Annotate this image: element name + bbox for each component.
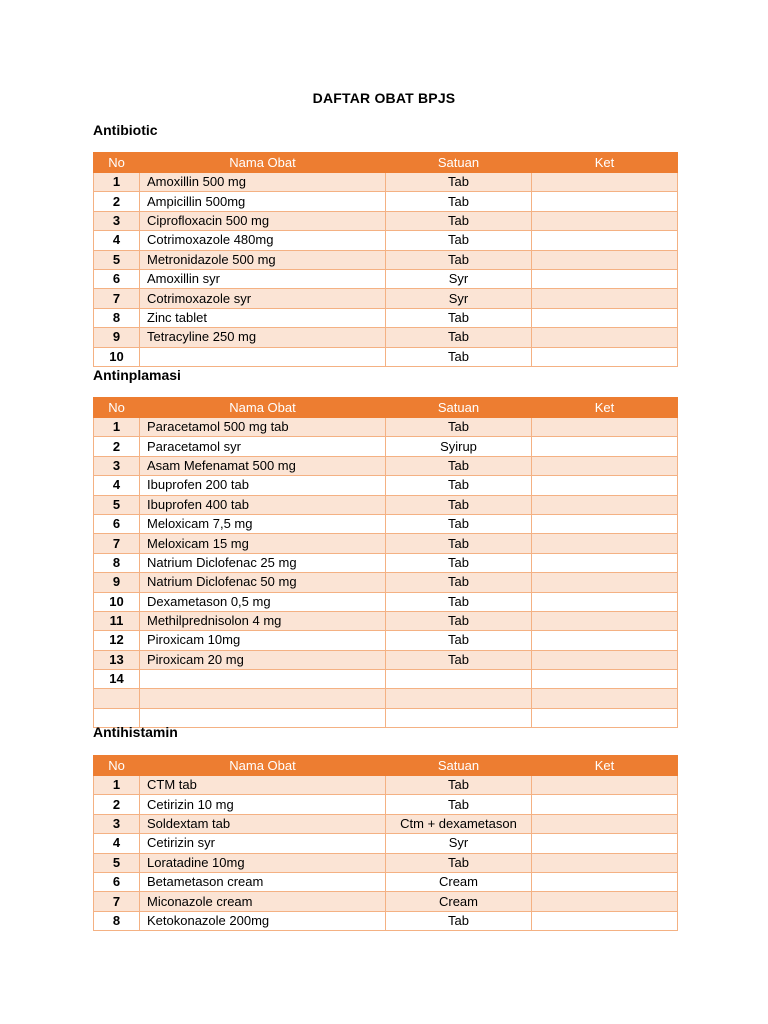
cell-name: Cetirizin 10 mg [140, 795, 386, 814]
cell-unit [386, 670, 532, 689]
cell-name [140, 347, 386, 366]
cell-no: 1 [94, 776, 140, 795]
cell-ket [532, 192, 678, 211]
header-unit: Satuan [386, 398, 532, 418]
cell-unit [386, 708, 532, 727]
table-row [94, 814, 678, 833]
table-row [94, 289, 678, 308]
cell-name: Meloxicam 7,5 mg [140, 514, 386, 533]
cell-no: 7 [94, 534, 140, 553]
cell-no: 1 [94, 173, 140, 192]
table-row [94, 476, 678, 495]
cell-ket [532, 495, 678, 514]
cell-unit: Tab [386, 456, 532, 475]
cell-name [140, 670, 386, 689]
antibiotic-table [93, 152, 678, 367]
antinplamasi-table [93, 397, 678, 728]
cell-no: 8 [94, 553, 140, 572]
cell-ket [532, 308, 678, 327]
cell-unit: Ctm + dexametason [386, 814, 532, 833]
header-unit: Satuan [386, 153, 532, 173]
cell-no: 5 [94, 250, 140, 269]
cell-unit: Tab [386, 514, 532, 533]
cell-ket [532, 834, 678, 853]
table-row [94, 892, 678, 911]
table-row [94, 437, 678, 456]
table-row [94, 853, 678, 872]
cell-no: 4 [94, 231, 140, 250]
cell-name: Soldextam tab [140, 814, 386, 833]
table-row [94, 418, 678, 437]
cell-no: 2 [94, 795, 140, 814]
cell-ket [532, 211, 678, 230]
cell-ket [532, 795, 678, 814]
cell-ket [532, 553, 678, 572]
cell-ket [532, 437, 678, 456]
cell-ket [532, 670, 678, 689]
cell-name: Amoxillin syr [140, 269, 386, 288]
table-row [94, 553, 678, 572]
cell-name: Metronidazole 500 mg [140, 250, 386, 269]
header-no: No [94, 153, 140, 173]
antihistamin-table [93, 755, 678, 931]
cell-no: 9 [94, 328, 140, 347]
table-header-row [94, 153, 678, 173]
cell-ket [532, 689, 678, 708]
cell-ket [532, 418, 678, 437]
cell-no: 1 [94, 418, 140, 437]
cell-ket [532, 708, 678, 727]
cell-unit: Tab [386, 650, 532, 669]
cell-no: 9 [94, 573, 140, 592]
cell-unit: Cream [386, 892, 532, 911]
cell-unit: Tab [386, 495, 532, 514]
cell-unit: Tab [386, 173, 532, 192]
cell-unit: Tab [386, 192, 532, 211]
cell-no: 3 [94, 211, 140, 230]
cell-unit: Tab [386, 250, 532, 269]
table-row [94, 192, 678, 211]
cell-no: 5 [94, 495, 140, 514]
cell-no: 6 [94, 269, 140, 288]
cell-no: 14 [94, 670, 140, 689]
header-no: No [94, 398, 140, 418]
cell-name: Methilprednisolon 4 mg [140, 611, 386, 630]
table-row [94, 872, 678, 891]
cell-unit: Tab [386, 592, 532, 611]
cell-name: Asam Mefenamat 500 mg [140, 456, 386, 475]
cell-no: 6 [94, 514, 140, 533]
cell-ket [532, 269, 678, 288]
cell-unit: Tab [386, 231, 532, 250]
table-row [94, 834, 678, 853]
table-row [94, 347, 678, 366]
table-row [94, 231, 678, 250]
header-unit: Satuan [386, 756, 532, 776]
table-row [94, 795, 678, 814]
section-antibiotic-title: Antibiotic [93, 122, 158, 138]
table-row [94, 592, 678, 611]
cell-unit: Tab [386, 795, 532, 814]
cell-no: 13 [94, 650, 140, 669]
table-row [94, 173, 678, 192]
cell-unit: Tab [386, 573, 532, 592]
cell-no: 7 [94, 892, 140, 911]
cell-no: 2 [94, 437, 140, 456]
cell-name: Betametason cream [140, 872, 386, 891]
cell-no: 12 [94, 631, 140, 650]
page-title: DAFTAR OBAT BPJS [312, 90, 456, 106]
cell-ket [532, 631, 678, 650]
cell-unit: Tab [386, 347, 532, 366]
header-ket: Ket [532, 398, 678, 418]
table-row [94, 211, 678, 230]
cell-name: Miconazole cream [140, 892, 386, 911]
cell-unit: Tab [386, 553, 532, 572]
table-row [94, 250, 678, 269]
table-header-row [94, 398, 678, 418]
section-antihistamin-title: Antihistamin [93, 724, 178, 740]
cell-unit: Tab [386, 211, 532, 230]
cell-no: 4 [94, 476, 140, 495]
cell-no: 3 [94, 814, 140, 833]
cell-name: Paracetamol syr [140, 437, 386, 456]
header-name: Nama Obat [140, 398, 386, 418]
cell-unit: Tab [386, 631, 532, 650]
header-ket: Ket [532, 756, 678, 776]
cell-ket [532, 814, 678, 833]
cell-no: 3 [94, 456, 140, 475]
cell-unit: Cream [386, 872, 532, 891]
cell-no: 7 [94, 289, 140, 308]
cell-unit: Tab [386, 328, 532, 347]
cell-name: Tetracyline 250 mg [140, 328, 386, 347]
table-row [94, 328, 678, 347]
cell-name [140, 689, 386, 708]
cell-name: Dexametason 0,5 mg [140, 592, 386, 611]
table-row [94, 573, 678, 592]
cell-ket [532, 456, 678, 475]
cell-no [94, 689, 140, 708]
cell-name: Cotrimoxazole syr [140, 289, 386, 308]
cell-ket [532, 289, 678, 308]
table-row [94, 708, 678, 727]
table-row [94, 776, 678, 795]
cell-name: Ibuprofen 200 tab [140, 476, 386, 495]
cell-ket [532, 650, 678, 669]
cell-unit: Syirup [386, 437, 532, 456]
table-header-row [94, 756, 678, 776]
cell-ket [532, 250, 678, 269]
cell-name: Meloxicam 15 mg [140, 534, 386, 553]
header-no: No [94, 756, 140, 776]
cell-no: 5 [94, 853, 140, 872]
cell-unit: Tab [386, 476, 532, 495]
table-row [94, 534, 678, 553]
cell-ket [532, 173, 678, 192]
cell-name: Amoxillin 500 mg [140, 173, 386, 192]
cell-ket [532, 592, 678, 611]
cell-name: Cotrimoxazole 480mg [140, 231, 386, 250]
cell-no: 11 [94, 611, 140, 630]
cell-ket [532, 853, 678, 872]
cell-unit: Tab [386, 911, 532, 930]
cell-no: 8 [94, 911, 140, 930]
cell-unit [386, 689, 532, 708]
header-name: Nama Obat [140, 153, 386, 173]
header-name: Nama Obat [140, 756, 386, 776]
cell-name: Natrium Diclofenac 50 mg [140, 573, 386, 592]
cell-ket [532, 872, 678, 891]
cell-ket [532, 911, 678, 930]
cell-no: 10 [94, 347, 140, 366]
cell-ket [532, 476, 678, 495]
cell-no: 2 [94, 192, 140, 211]
table-row [94, 689, 678, 708]
cell-unit: Tab [386, 776, 532, 795]
cell-unit: Tab [386, 853, 532, 872]
table-row [94, 308, 678, 327]
table-row [94, 650, 678, 669]
cell-unit: Tab [386, 308, 532, 327]
header-ket: Ket [532, 153, 678, 173]
cell-ket [532, 534, 678, 553]
cell-ket [532, 347, 678, 366]
cell-ket [532, 514, 678, 533]
table-row [94, 514, 678, 533]
cell-name: Piroxicam 20 mg [140, 650, 386, 669]
table-row [94, 911, 678, 930]
cell-unit: Tab [386, 611, 532, 630]
cell-unit: Syr [386, 269, 532, 288]
cell-unit: Tab [386, 418, 532, 437]
table-row [94, 611, 678, 630]
cell-name: Ketokonazole 200mg [140, 911, 386, 930]
cell-name: CTM tab [140, 776, 386, 795]
cell-name: Ciprofloxacin 500 mg [140, 211, 386, 230]
cell-ket [532, 573, 678, 592]
cell-unit: Tab [386, 534, 532, 553]
cell-ket [532, 328, 678, 347]
cell-ket [532, 231, 678, 250]
section-antinplamasi-title: Antinplamasi [93, 367, 181, 383]
cell-ket [532, 892, 678, 911]
table-row [94, 495, 678, 514]
cell-no: 8 [94, 308, 140, 327]
cell-name: Cetirizin syr [140, 834, 386, 853]
cell-no: 10 [94, 592, 140, 611]
table-row [94, 631, 678, 650]
table-row [94, 456, 678, 475]
cell-unit: Syr [386, 289, 532, 308]
cell-name: Ibuprofen 400 tab [140, 495, 386, 514]
cell-no: 4 [94, 834, 140, 853]
cell-name: Paracetamol 500 mg tab [140, 418, 386, 437]
cell-unit: Syr [386, 834, 532, 853]
table-row [94, 670, 678, 689]
cell-name: Ampicillin 500mg [140, 192, 386, 211]
cell-no: 6 [94, 872, 140, 891]
cell-name: Loratadine 10mg [140, 853, 386, 872]
table-row [94, 269, 678, 288]
cell-ket [532, 611, 678, 630]
cell-name: Natrium Diclofenac 25 mg [140, 553, 386, 572]
cell-name: Piroxicam 10mg [140, 631, 386, 650]
cell-ket [532, 776, 678, 795]
cell-name: Zinc tablet [140, 308, 386, 327]
